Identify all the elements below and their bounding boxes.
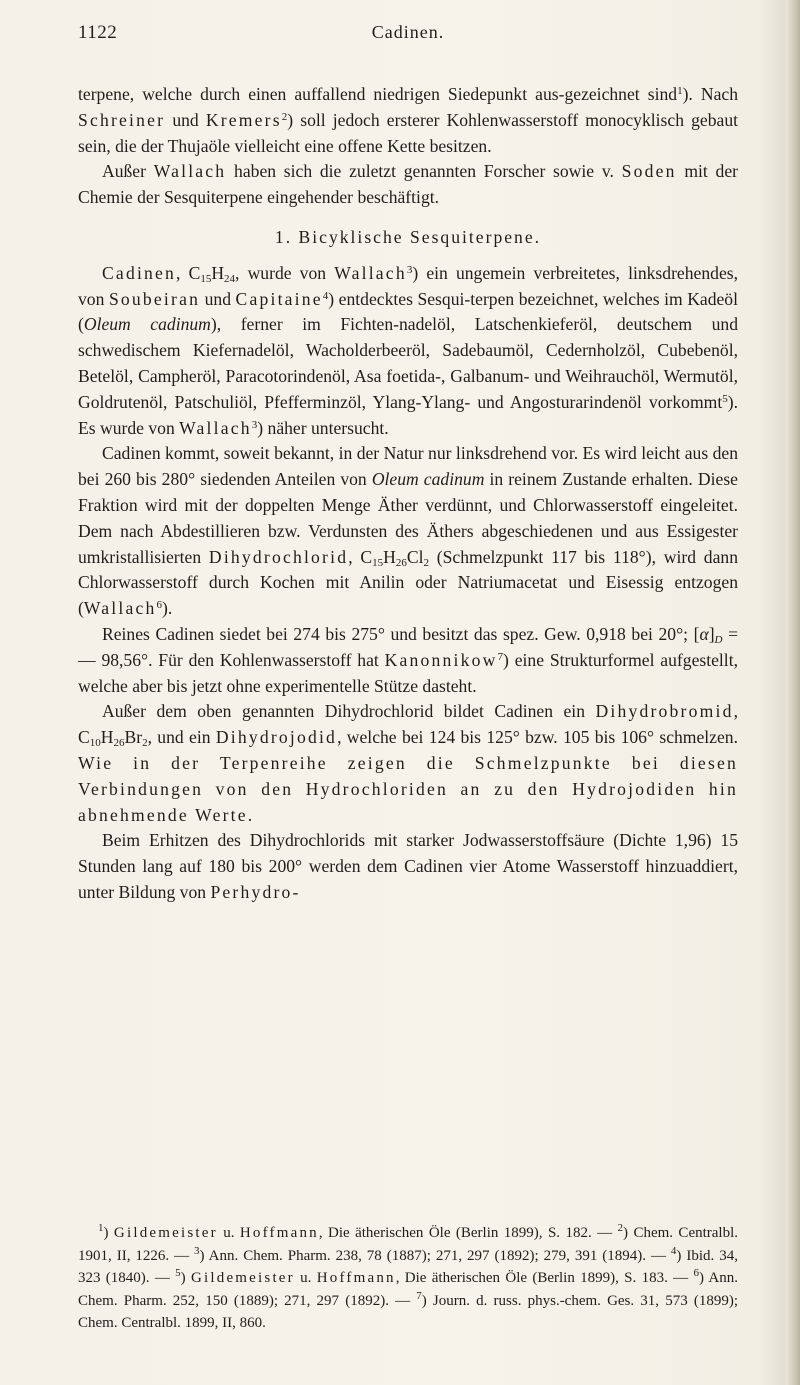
footnote-marker: 1 <box>98 1222 104 1234</box>
page-number: 1122 <box>78 22 118 43</box>
footnote-marker: 3 <box>194 1244 200 1257</box>
footnote-ref: 3 <box>406 263 413 276</box>
footnote-marker: 4 <box>670 1244 677 1257</box>
author-name: Gildemeister <box>113 1225 218 1241</box>
footnote-block: $^1$) Gildemeister u. Hoffmann, Die ätherischen Öle (Berlin 1899), S. 182. — $^2$) Chem. Centralbl. 1901, II, 1226. — $^3$) Ann. Chem. Pharm. 238, 78 (1887); 271, 297 (1892); 279, 391 (1894). — $^4$) Ibid. 34, 323 (1840). — $^5$) Gildemeister u. Hoffmann, Die ätherischen Öle (Berlin 1899), S. 183. — $^6$) Ann. Chem. Pharm. 252, 150 (1889); 271, 297 (1892). — $^7$) Journ. d. russ. phys.-chem. Ges. 31, 573 (1899); Chem. Centralbl. 1899, II, 860. <box>78 1222 739 1331</box>
author-name: Kremers <box>205 109 282 130</box>
footnote-marker: 2 <box>617 1222 624 1234</box>
author-name: Capitaine <box>235 288 323 309</box>
running-head: Cadinen. <box>371 22 445 42</box>
paragraph-3: Cadinen, $C_{15}H_{24}$, wurde von Wallach$^3$) ein ungemein verbreitetes, linksdrehendes, von Soubeiran und Capitaine$^4$) entdecktes Sesqui-terpen bezeichnet, welches im Kadeöl (Oleum cadinum), ferner im Fichten-nadelöl, Latschenkieferöl, deutschem und schwedischem Kiefernadelöl, Wacholderbeeröl, Sadebaumöl, Cedernholzöl, Cubebenöl, Betelöl, Campheröl, Paracotorindenöl, Asa foetida-, Galbanum- und Weihrauchöl, Wermutöl, Goldrutenöl, Patschuliöl, Pfefferminzöl, Ylang-Ylang- und Angosturarindenöl vorkommt$^5$). Es wurde von Wallach$^3$) näher untersucht. <box>78 262 738 438</box>
author-name: Gildemeister <box>190 1270 295 1286</box>
body-text <box>78 82 738 906</box>
author-name: Wallach <box>334 262 407 283</box>
paragraph-6: Außer dem oben genannten Dihydrochlorid bildet Cadinen ein Dihydrobromid, $C_{10}H_{26}Br_2$, und ein Dihydrojodid, welche bei 124 bis 125° bzw. 105 bis 106° schmelzen. Wie in der Terpenreihe zeigen die Schmelzpunkte bei diesen Verbindungen von den Hydrochloriden an zu den Hydrojodiden hin abnehmende Werte. <box>78 701 738 825</box>
paragraph-5: Reines Cadinen siedet bei 274 bis 275° und besitzt das spez. Gew. 0,918 bei 20°; $[\alpha]_D$ = — 98,56°. Für den Kohlenwasserstoff hat Kanonnikow$^7$) eine Strukturformel aufgestellt, welche aber bis jetzt ohne experimentelle Stütze dasteht. <box>78 623 739 696</box>
author-name: Hoffmann <box>239 1225 319 1241</box>
footnote-ref: 7 <box>497 650 504 663</box>
footnote-ref: 2 <box>281 110 288 123</box>
paragraph-7: Beim Erhitzen des Dihydrochlorids mit starker Jodwasserstoffsäure (Dichte 1,96) 15 Stunden lang auf 180 bis 200° werden dem Cadinen vier Atome Wasserstoff hinzuaddiert, unter Bildung von Perhydro- <box>78 830 738 902</box>
footnote-ref: 4 <box>322 289 329 302</box>
compound-name: Dihydrochlorid <box>208 546 349 567</box>
footnote-marker: 6 <box>693 1267 699 1279</box>
page-edge <box>786 0 800 1385</box>
paragraph-2: Außer Wallach haben sich die zuletzt genannten Forscher sowie v. Soden mit der Chemie der Sesquiterpene eingehender beschäftigt. <box>78 161 738 208</box>
footnote-ref: 6 <box>156 599 162 612</box>
compound-name: Perhydro- <box>210 881 301 902</box>
compound-name: Cadinen <box>102 262 177 283</box>
footnote-ref: 5 <box>722 392 728 405</box>
section-heading: 1. Bicyklische Sesquiterpene. <box>274 226 542 247</box>
footnotes <box>78 1222 738 1335</box>
author-name: Kanonnikow <box>384 649 498 670</box>
author-name: Hoffmann <box>316 1270 396 1286</box>
paragraph-4: Cadinen kommt, soweit bekannt, in der Natur nur linksdrehend vor. Es wird leicht aus den bei 260 bis 280° siedenden Anteilen von Oleum cadinum in reinem Zustande erhalten. Diese Fraktion wird mit der doppelten Menge Äther verdünnt, und Chlorwasserstoff eingeleitet. Dem nach Abdestillieren bzw. Verdunsten des Äthers abgeschiedenen und aus Essigester umkristallisierten Dihydrochlorid, $C_{15}H_{26}Cl_2$ (Schmelzpunkt 117 bis 118°), wird dann Chlorwasserstoff durch Kochen mit Anilin oder Natriumacetat und Eisessig entzogen (Wallach$^6$). <box>78 443 738 619</box>
author-name: Schreiner <box>78 109 166 130</box>
footnote-marker: 7 <box>416 1289 422 1302</box>
emphasized-sentence: Wie in der Terpenreihe zeigen die Schmelzpunkte bei diesen Verbindungen von den Hydrochloriden an zu den Hydrojodiden hin abnehmende Werte. <box>78 752 738 825</box>
page-header <box>78 22 738 48</box>
footnote-marker: 5 <box>175 1267 181 1279</box>
paragraph-1: terpene, welche durch einen auffallend niedrigen Siedepunkt aus-gezeichnet sind$^1$). Nach Schreiner und Kremers$^2$) soll jedoch ersterer Kohlenwasserstoff monocyklisch gebaut sein, die der Thujaöle vielleicht eine offene Kette besitzen. <box>78 84 739 156</box>
author-name: Wallach <box>83 598 157 619</box>
footnote-ref: 1 <box>677 85 683 97</box>
footnote-ref: 3 <box>251 418 258 431</box>
compound-name: Dihydrobromid <box>595 701 734 722</box>
author-name: Wallach <box>179 417 252 438</box>
compound-name: Dihydrojodid <box>215 727 338 748</box>
author-name: Wallach <box>153 161 227 182</box>
author-name: Soubeiran <box>108 288 201 309</box>
author-name: Soden <box>621 161 677 182</box>
